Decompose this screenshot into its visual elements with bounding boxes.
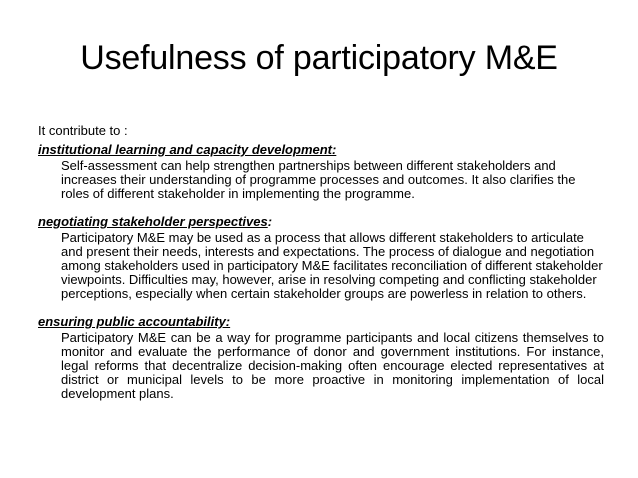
section-heading-text: ensuring public accountability: — [38, 314, 231, 329]
intro-text: It contribute to : — [38, 123, 128, 138]
slide-content — [38, 124, 604, 401]
section-body: Participatory M&E may be used as a process that allows different stakeholders to articulate and present their needs, interests and expectations. The process of dialogue and negotiation among stakeholders used in participatory M&E facilitates reconciliation of different stakeholder viewpoints. Difficulties may, however, arise in resolving competing and conflicting stakeholder perceptions, especially when certain stakeholder groups are powerless in relation to others. — [61, 230, 603, 301]
section-heading — [38, 215, 604, 229]
section-body: Self-assessment can help strengthen partnerships between different stakeholders and increases their understanding of programme processes and outcomes. It also clarifies the roles of different stakeholder in implementing the programme. — [61, 158, 576, 201]
section-institutional-learning — [38, 143, 604, 201]
section-spacer — [38, 301, 604, 315]
section-spacer — [38, 201, 604, 215]
slide-title: Usefulness of participatory M&E — [80, 39, 558, 77]
section-public-accountability — [38, 315, 604, 401]
section-heading — [38, 315, 604, 329]
section-body: Participatory M&E can be a way for programme participants and local citizens themselves to monitor and evaluate the performance of donor and government institutions. For instance, legal reforms that decentralize decision-making often encourage elected representatives at district or municipal levels to be more proactive in monitoring implementation of local development plans. — [61, 330, 604, 401]
section-heading-text: institutional learning and capacity development: — [38, 142, 337, 157]
section-heading — [38, 143, 604, 157]
section-stakeholder-perspectives — [38, 215, 604, 301]
section-heading-text: negotiating stakeholder perspectives — [38, 214, 268, 229]
section-heading-suffix: : — [267, 214, 273, 229]
